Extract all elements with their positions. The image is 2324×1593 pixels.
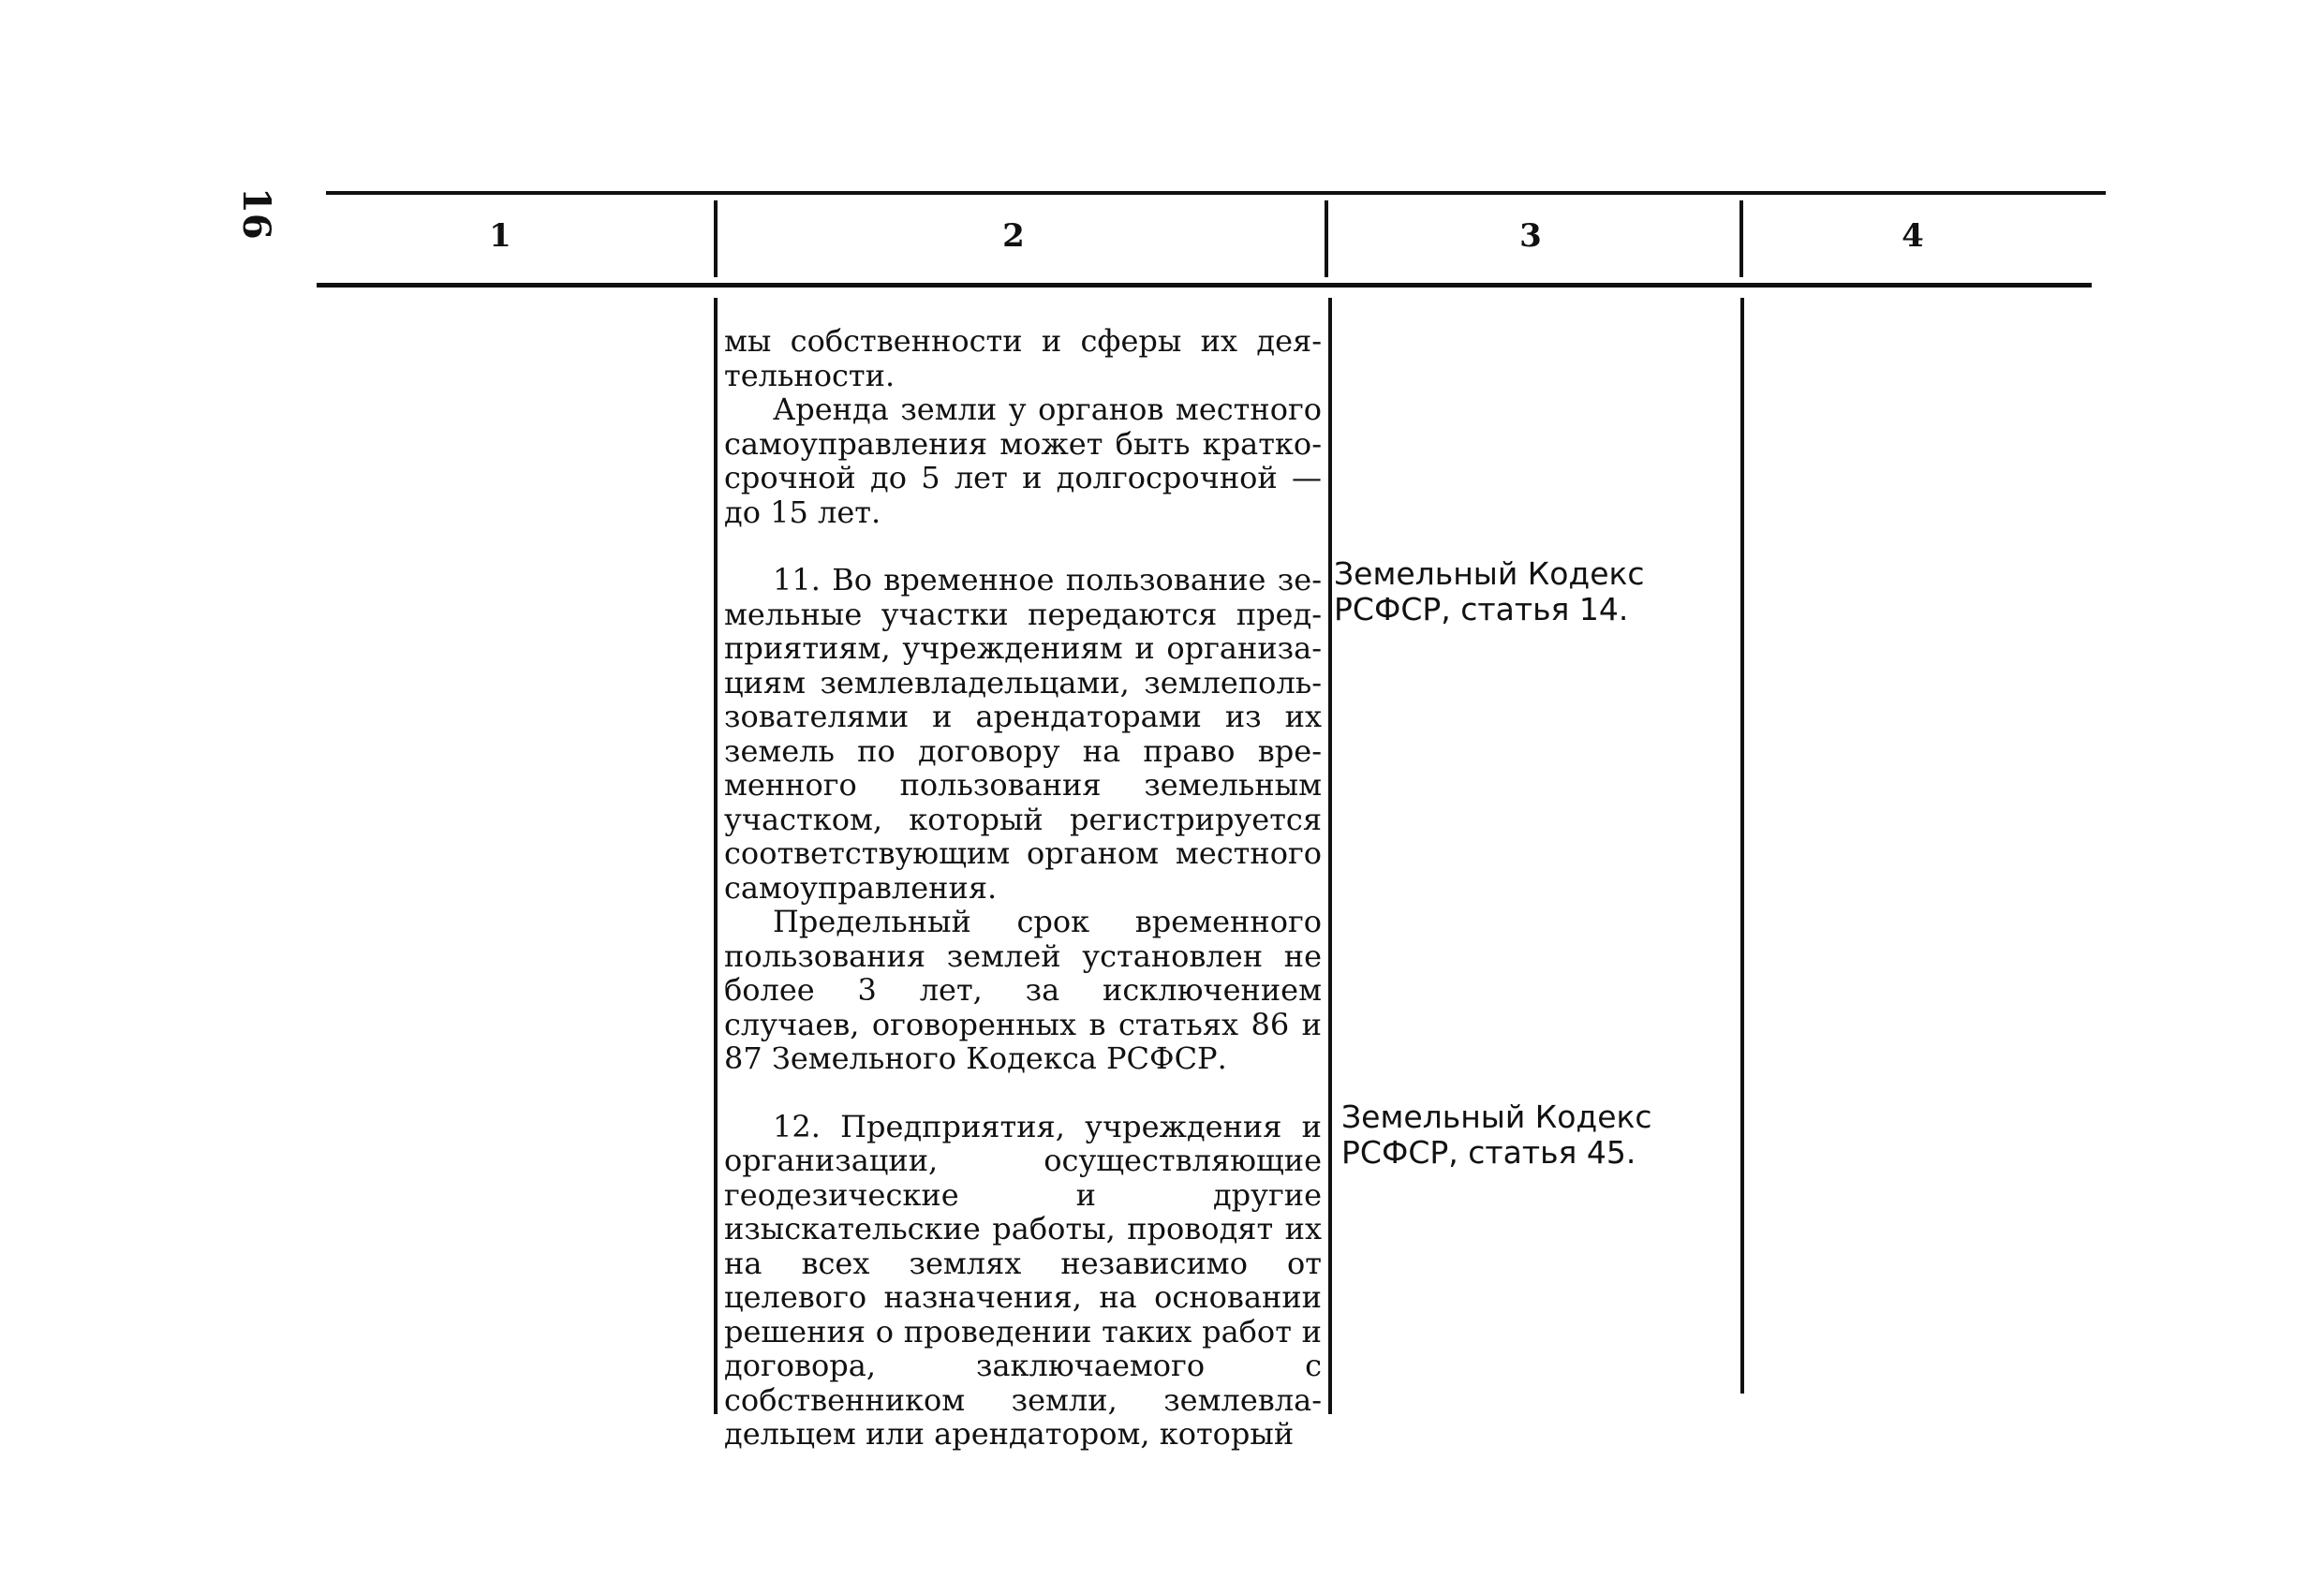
intro-paragraph-2: Аренда земли у органов местного самоуправления может быть краткосрочной до 5 лет и долгосрочной — до 15 лет. — [724, 391, 1322, 530]
column-header-2: 2 — [1002, 217, 1025, 255]
reference-line: Земельный Кодекс — [1341, 1099, 1652, 1135]
item-12-reference — [1341, 1099, 1652, 1171]
column-header-1: 1 — [489, 217, 511, 255]
header-divider-2 — [1325, 200, 1328, 277]
body-divider-3 — [1740, 298, 1744, 1394]
row-gap — [724, 1076, 1322, 1110]
header-divider-1 — [714, 200, 718, 277]
column-2-text — [724, 324, 1322, 1452]
intro-paragraph-1: мы собственности и сферы их деятельности. — [724, 323, 1322, 393]
item-11-reference — [1334, 556, 1645, 627]
body-divider-1 — [714, 298, 718, 1414]
item-11-paragraph-1: 11. Во временное пользование земельные участки передаются предприятиям, учреждениям и организациям землевладельцами, землепользователями и арендаторами из их земель по договору на право временного пользования земельным участком, который регистрируется соответствующим органом местного самоуправления. — [724, 562, 1322, 906]
column-header-4: 4 — [1902, 217, 1924, 255]
page-number: 16 — [234, 187, 278, 240]
row-gap — [724, 529, 1322, 563]
column-header-3: 3 — [1519, 217, 1542, 255]
item-11-paragraph-2: Предельный срок временного пользования землей установлен не более 3 лет, за исключением случаев, оговоренных в статьях 86 и 87 Земельного Кодекса РСФСР. — [724, 904, 1322, 1076]
header-divider-3 — [1739, 200, 1743, 277]
reference-line: Земельный Кодекс — [1334, 555, 1645, 592]
reference-line: РСФСР, статья 14. — [1334, 591, 1629, 627]
table-top-rule — [326, 191, 2106, 195]
item-12-paragraph-1: 12. Предприятия, учреждения и организации, осуществляющие геодезические и другие изыскательские работы, проводят их на всех землях независимо от целевого назначения, на основании решения о проведении таких работ и договора, заключаемого с собственником земли, землевладельцем или арендатором, который — [724, 1108, 1322, 1452]
reference-line: РСФСР, статья 45. — [1341, 1134, 1636, 1171]
body-divider-2 — [1328, 298, 1332, 1414]
table-header-bottom-rule — [317, 283, 2092, 288]
